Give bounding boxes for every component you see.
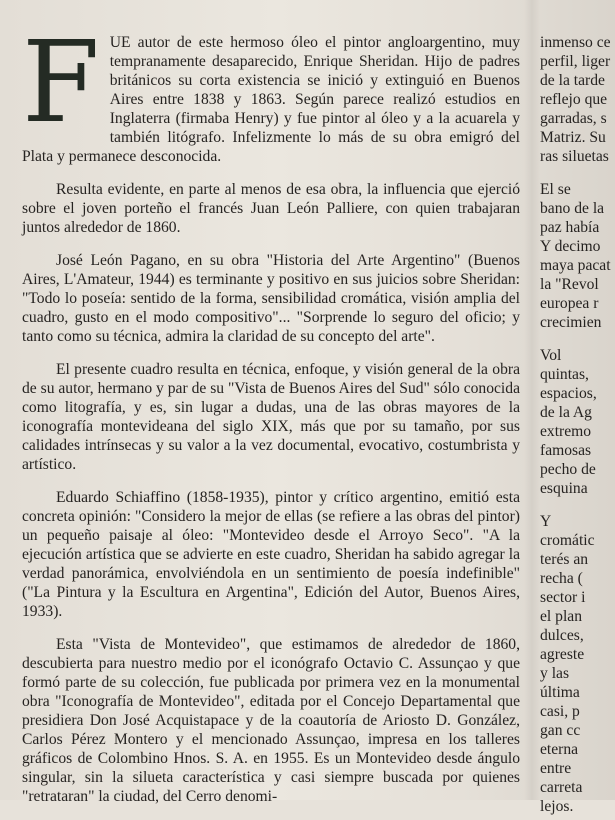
right-text-column [540,33,615,815]
right-line: y las [540,665,570,682]
right-line: dulces, [540,627,584,644]
right-line: el plan [540,608,582,625]
paragraph-1-text: UE autor de este hermoso óleo el pintor angloargentino, muy tempranamente desaparecido, Enrique Sheridan. Hijo de padres británicos su corta existencia se inició y extinguió en Buenos Aires entre 1838 y 1863. Según parece realizó estudios en Inglaterra (firmaba Henry) y fue pintor al óleo y a la acuarela y también litógrafo. Infelizmente lo más de su obra emigró del Plata y permanece desconocida. [22,34,520,165]
paragraph-3: José León Pagano, en su obra "Historia del Arte Argentino" (Buenos Aires, L'Amateur, 1944) es terminante y positivo en sus juicios sobre Sheridan: "Todo lo poseía: sentido de la forma, sensibilidad cromática, visión amplia del cuadro, gusto en el modo compositivo"... "Sorprende lo seguro del oficio; y tanto como su técnica, admira la claridad de su concepto del arte". [22,252,520,345]
right-line: casi, p [540,703,580,720]
right-line: sector i [540,589,586,606]
right-block-3 [540,346,615,498]
right-line: bano de la [540,200,605,217]
page-gutter [524,0,540,800]
right-line: terés an [540,551,589,568]
right-line: Vol [540,347,562,364]
right-block-2 [540,180,615,332]
paragraph-6: Esta "Vista de Montevideo", que estimamos de alrededor de 1860, descubierta para nuestro medio por el iconógrafo Octavio C. Assunçao y que formó parte de su colección, fue publicada por primera vez en la monumental obra "Iconografía de Montevideo", editada por el Concejo Departamental que presidiera Don José Acquistapace y de la coautoría de Ariosto D. González, Carlos Pérez Montero y el mencionado Assunçao, impresa en los talleres gráficos de Colombino Hnos. S. A. en 1955. Es un Montevideo desde ángulo singular, sin la silueta característica y casi siempre buscada por quienes "retrataran" la ciudad, del Cerro denomi- [22,636,520,805]
drop-cap: F [22,18,100,148]
right-line: garradas, s [540,110,607,127]
paragraph-4: El presente cuadro resulta en técnica, enfoque, y visión general de la obra de su autor, hermano y par de su "Vista de Buenos Aires del Sud" sólo conocida como litografía, y es, sin lugar a dudas, una de las obras mayores de la iconografía montevideana del siglo XIX, más que por su tamaño, por sus calidades intrínsecas y su valor a la vez documental, evocativo, costumbrista y artístico. [22,361,520,473]
right-line: perfil, liger [540,53,611,70]
right-line: espacios, [540,385,597,402]
right-line: de la Ag [540,404,592,421]
right-line: recha ( [540,570,583,587]
right-line: última [540,684,580,701]
right-line: extremo [540,423,592,440]
left-text-column [22,18,520,820]
right-line: agreste [540,646,585,663]
paragraph-5: Eduardo Schiaffino (1858-1935), pintor y crítico argentino, emitió esta concreta opinión: "Considero la mejor de ellas (se refiere a las obras del pintor) un pequeño paisaje al óleo: "Montevideo desde el Arroyo Seco". "A la ejecución artística que se advierte en este cuadro, Sheridan ha sabido agregar la verdad panorámica, envolviéndola en un sentimiento de poesía indefinible" ("La Pintura y la Escultura en Argentina", Edición del Autor, Buenos Aires, 1933). [22,489,520,620]
right-line: europea r [540,295,599,312]
right-line: El se [540,181,571,198]
right-line: gan cc [540,722,581,739]
right-line: maya pacat [540,257,611,274]
right-line: quintas, [540,366,589,383]
right-line: esquina [540,480,588,497]
right-line: lejos. [540,798,574,815]
right-block-4 [540,512,615,816]
right-line: entre [540,760,572,777]
right-line: inmenso ce [540,34,611,51]
right-line: reflejo que [540,91,608,108]
right-block-1 [540,33,615,166]
right-line: la "Revol [540,276,599,293]
right-line: crecimien [540,314,602,331]
right-line: ras siluetas [540,148,609,165]
right-line: de la tarde [540,72,605,89]
right-line: carreta [540,779,583,796]
right-line: paz había [540,219,600,236]
right-line: Y [540,513,552,530]
right-line: pecho de [540,461,596,478]
paragraph-2: Resulta evidente, en parte al menos de esa obra, la influencia que ejerció sobre el joven porteño el francés Juan León Palliere, con quien trabajaran juntos alrededor de 1860. [22,181,520,236]
right-line: Y decimo [540,238,601,255]
right-line: Matriz. Su [540,129,606,146]
right-line: eterna [540,741,579,758]
right-line: cromátic [540,532,595,549]
paragraph-1 [22,18,520,166]
right-line: famosas [540,442,592,459]
